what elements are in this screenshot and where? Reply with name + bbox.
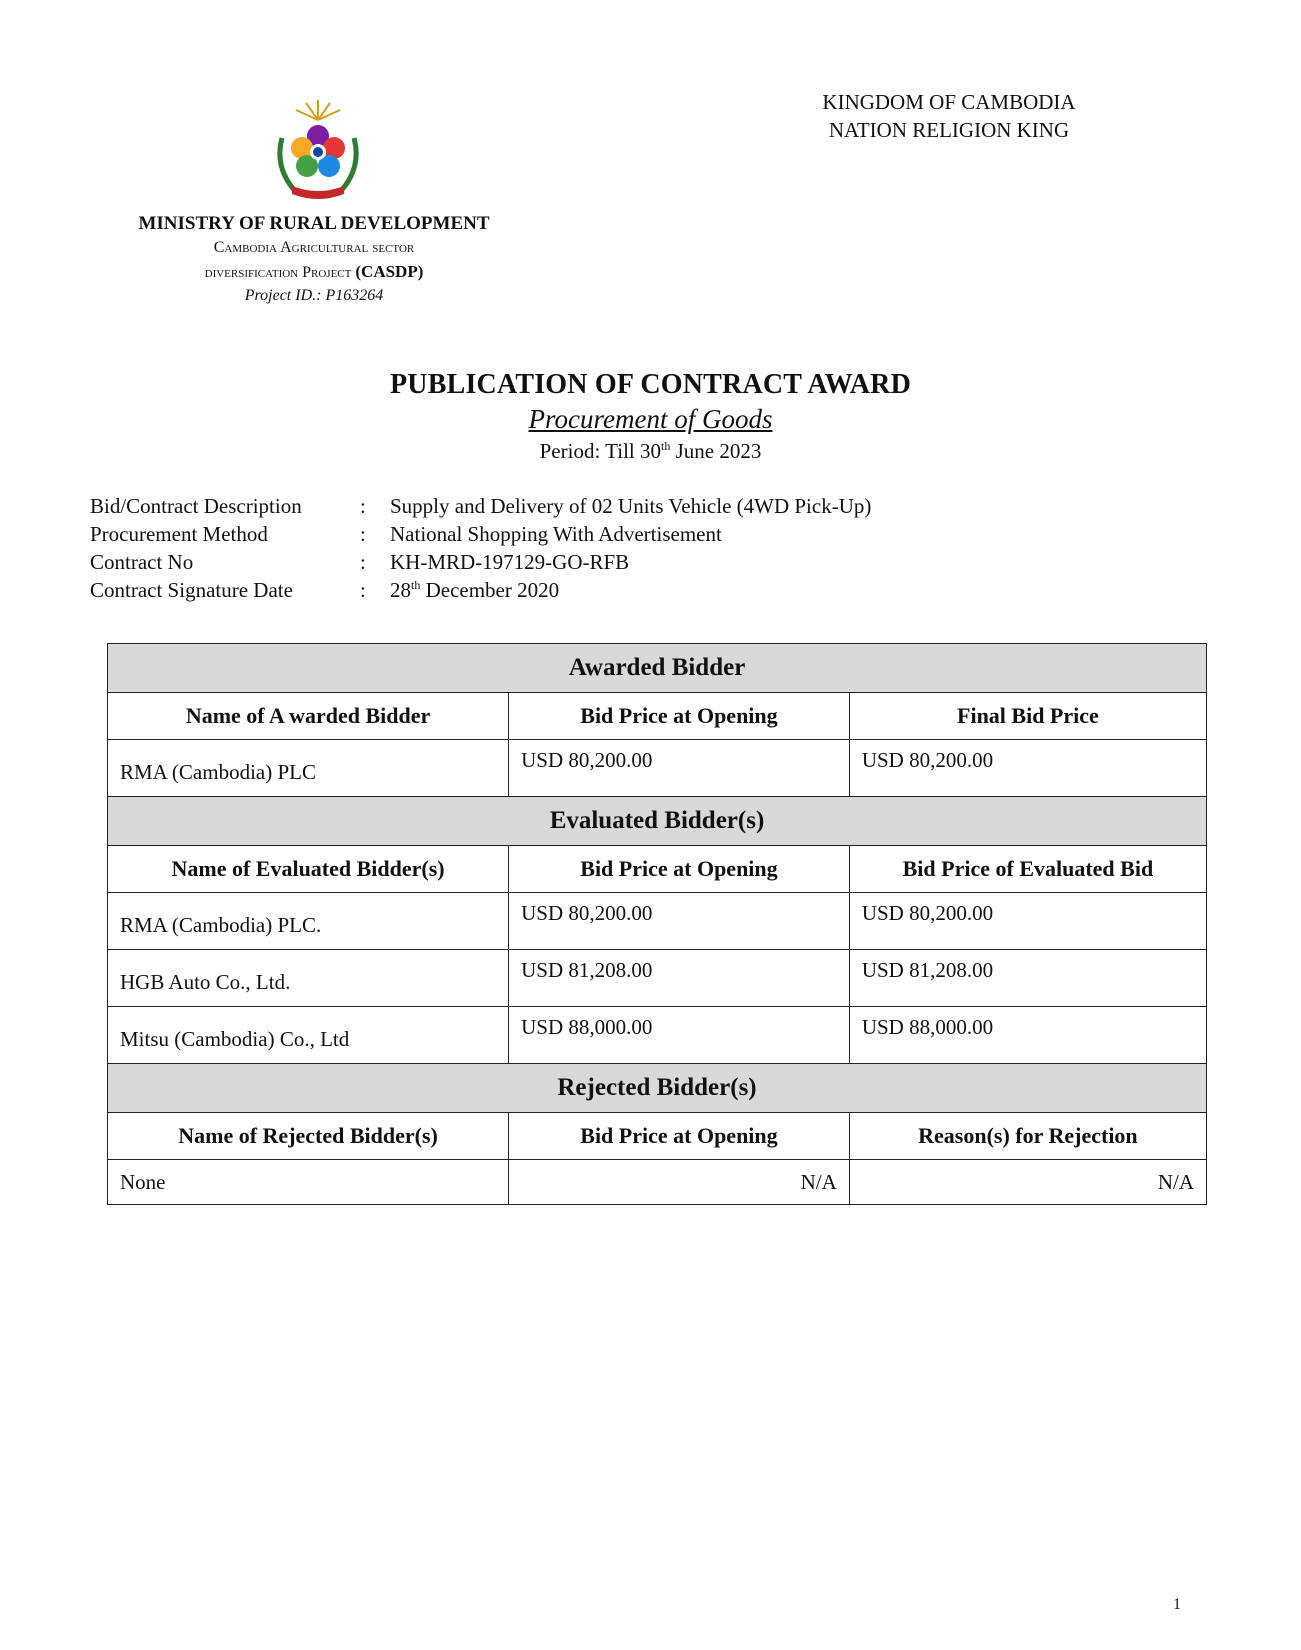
title-block [0, 368, 1301, 466]
document-subtitle: Procurement of Goods [528, 404, 773, 434]
column-header: Reason(s) for Rejection [849, 1113, 1206, 1160]
bidder-table [107, 643, 1207, 1205]
project-line-2-text: diversification Project [204, 264, 352, 281]
column-header: Name of Evaluated Bidder(s) [108, 846, 509, 893]
table-row [108, 740, 1207, 797]
price-cell: USD 80,200.00 [849, 740, 1206, 797]
signature-day: 28 [390, 578, 411, 602]
table-row [108, 1007, 1207, 1064]
detail-row [90, 494, 871, 522]
price-cell: USD 88,000.00 [509, 1007, 850, 1064]
column-header: Bid Price at Opening [509, 693, 850, 740]
contract-details [90, 494, 871, 606]
ministry-logo [268, 98, 368, 208]
project-line-2 [104, 260, 524, 285]
detail-value: KH-MRD-197129-GO-RFB [390, 550, 630, 574]
detail-sep: : [360, 578, 366, 602]
section-title: Awarded Bidder [108, 644, 1207, 693]
detail-key: Contract Signature Date [90, 578, 293, 602]
project-abbr: (CASDP) [355, 262, 424, 281]
bidder-name: RMA (Cambodia) PLC. [108, 893, 509, 950]
bidder-name: None [108, 1160, 509, 1205]
bidder-name: Mitsu (Cambodia) Co., Ltd [108, 1007, 509, 1064]
section-row-rejected [108, 1064, 1207, 1113]
section-row-awarded [108, 644, 1207, 693]
column-header: Name of A warded Bidder [108, 693, 509, 740]
price-cell: USD 88,000.00 [849, 1007, 1206, 1064]
section-row-evaluated [108, 797, 1207, 846]
kingdom-header [789, 88, 1109, 144]
bidder-name: RMA (Cambodia) PLC [108, 740, 509, 797]
price-cell: USD 81,208.00 [509, 950, 850, 1007]
period-sup: th [661, 439, 671, 453]
table-row [108, 1160, 1207, 1205]
detail-sep: : [360, 494, 366, 518]
table-row [108, 893, 1207, 950]
detail-value: National Shopping With Advertisement [390, 522, 722, 546]
detail-sep: : [360, 550, 366, 574]
detail-value: Supply and Delivery of 02 Units Vehicle (4WD Pick-Up) [390, 494, 872, 518]
header-row [108, 693, 1207, 740]
header-row [108, 1113, 1207, 1160]
signature-rest: December 2020 [420, 578, 560, 602]
header-row [108, 846, 1207, 893]
reason-cell: N/A [849, 1160, 1206, 1205]
project-id: Project ID.: P163264 [244, 287, 384, 304]
detail-key: Procurement Method [90, 522, 268, 546]
detail-key: Contract No [90, 550, 194, 574]
price-cell: USD 80,200.00 [509, 740, 850, 797]
detail-sep: : [360, 522, 366, 546]
detail-row [90, 522, 871, 550]
section-title: Rejected Bidder(s) [108, 1064, 1207, 1113]
period-suffix: June 2023 [670, 439, 762, 463]
detail-key: Bid/Contract Description [90, 494, 302, 518]
ministry-block [104, 212, 524, 307]
kingdom-motto: NATION RELIGION KING [828, 118, 1070, 142]
column-header: Bid Price at Opening [509, 1113, 850, 1160]
period [0, 436, 1301, 466]
kingdom-title: KINGDOM OF CAMBODIA [822, 90, 1076, 114]
price-cell: USD 81,208.00 [849, 950, 1206, 1007]
detail-value [390, 578, 559, 606]
period-prefix: Period: Till 30 [539, 439, 662, 463]
document-title: PUBLICATION OF CONTRACT AWARD [389, 369, 911, 400]
detail-row-signature [90, 578, 871, 606]
bidder-name: HGB Auto Co., Ltd. [108, 950, 509, 1007]
price-cell: USD 80,200.00 [509, 893, 850, 950]
project-line-1: Cambodia Agricultural sector [213, 239, 415, 256]
price-cell: USD 80,200.00 [849, 893, 1206, 950]
ministry-name: MINISTRY OF RURAL DEVELOPMENT [138, 213, 490, 234]
page-number: 1 [1173, 1596, 1181, 1613]
signature-sup: th [411, 578, 421, 592]
price-cell: N/A [509, 1160, 850, 1205]
section-title: Evaluated Bidder(s) [108, 797, 1207, 846]
column-header: Bid Price of Evaluated Bid [849, 846, 1206, 893]
table-row [108, 950, 1207, 1007]
detail-row [90, 550, 871, 578]
column-header: Bid Price at Opening [509, 846, 850, 893]
column-header: Name of Rejected Bidder(s) [108, 1113, 509, 1160]
column-header: Final Bid Price [849, 693, 1206, 740]
